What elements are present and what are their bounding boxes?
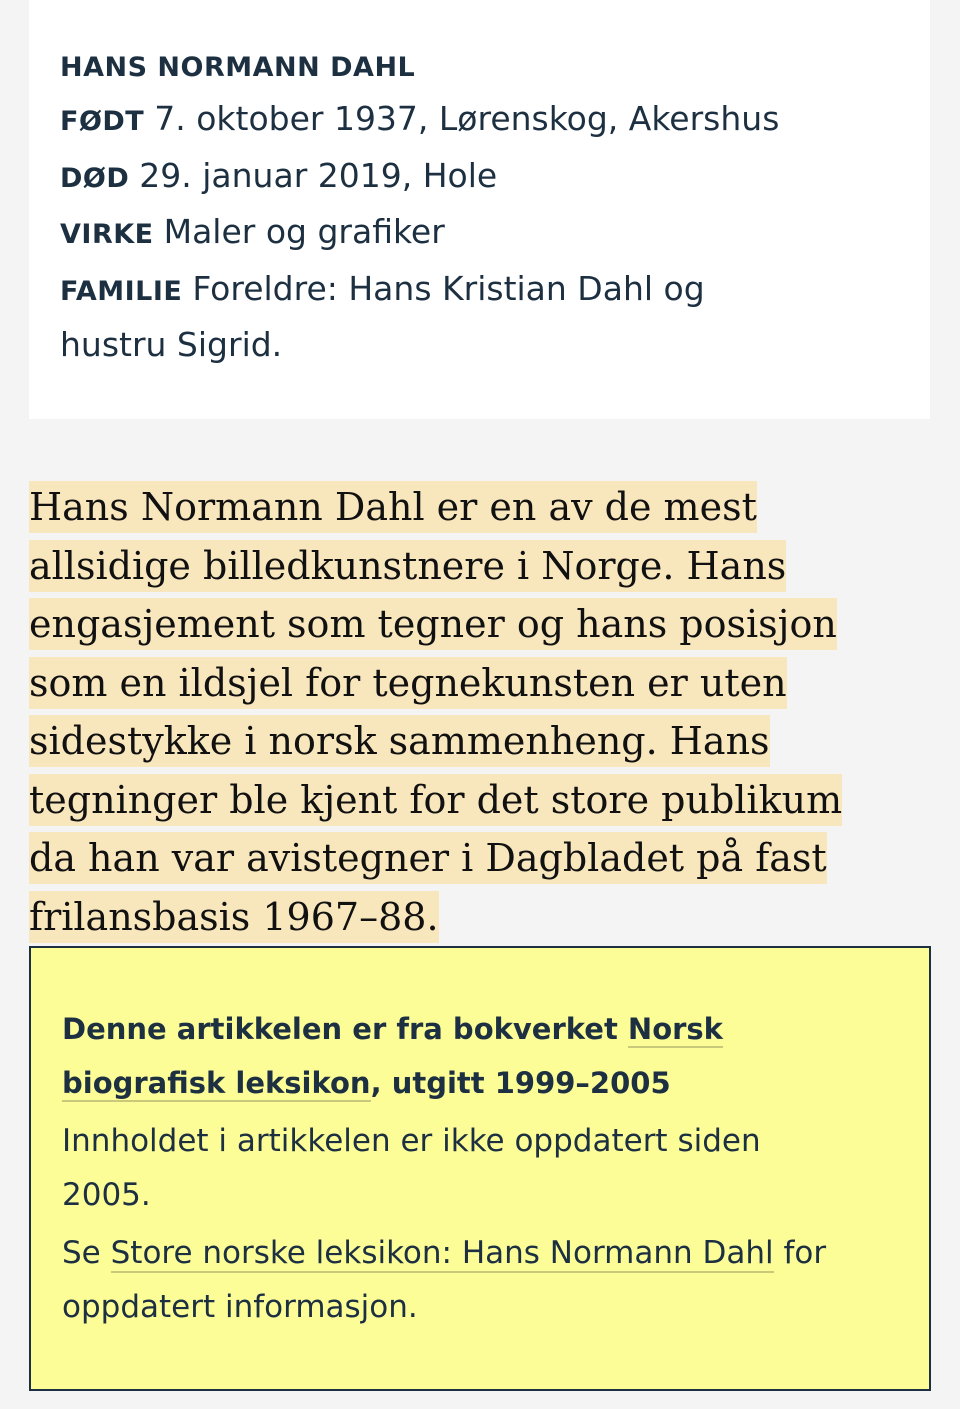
notice-see-suffix: for oppdatert informasjon. — [62, 1235, 827, 1325]
notice-see-prefix: Se — [62, 1235, 111, 1271]
fact-label-died: DØD — [60, 162, 130, 194]
lead-text: Hans Normann Dahl er en av de mest allsidige billedkunstnere i Norge. Hans engasjement som tegner og hans posisjon som en ildsjel for tegnekunsten er uten sidestykke i norsk sammenheng. Hans tegninger ble kjent for det store publikum da han var avistegner i Dagbladet på fast frilansbasis 1967–88. — [29, 481, 842, 943]
notice-heading-suffix: , utgitt 1999–2005 — [370, 1066, 671, 1100]
norsk-biografisk-leksikon-link[interactable]: Norsk biografisk leksikon — [62, 1012, 723, 1100]
lead-paragraph — [29, 478, 859, 946]
fact-label-occupation: VIRKE — [60, 219, 154, 250]
notice-heading-prefix: Denne artikkelen er fra bokverket — [62, 1012, 628, 1046]
store-norske-leksikon-link[interactable]: Store norske leksikon: Hans Normann Dahl — [110, 1235, 774, 1271]
fact-died — [60, 149, 880, 206]
fact-label-born: FØDT — [60, 106, 145, 137]
fact-value-family: Foreldre: Hans Kristian Dahl og hustru Sigrid. — [60, 268, 705, 364]
notice-content — [62, 1002, 842, 1338]
fact-family — [60, 262, 720, 372]
person-name: HANS NORMANN DAHL — [60, 52, 416, 83]
fact-label-family: FAMILIE — [60, 275, 183, 307]
notice-see-also — [62, 1226, 842, 1334]
fact-value-occupation: Maler og grafiker — [163, 212, 445, 251]
source-notice — [29, 946, 931, 1391]
fact-list — [60, 92, 880, 372]
fact-value-born: 7. oktober 1937, Lørenskog, Akershus — [154, 99, 780, 138]
fact-value-died: 29. januar 2019, Hole — [139, 155, 498, 195]
fact-born — [60, 92, 880, 149]
fact-occupation — [60, 205, 880, 262]
notice-heading — [62, 1002, 842, 1110]
fact-box — [29, 0, 930, 419]
notice-body: Innholdet i artikkelen er ikke oppdatert siden 2005. — [62, 1123, 761, 1213]
